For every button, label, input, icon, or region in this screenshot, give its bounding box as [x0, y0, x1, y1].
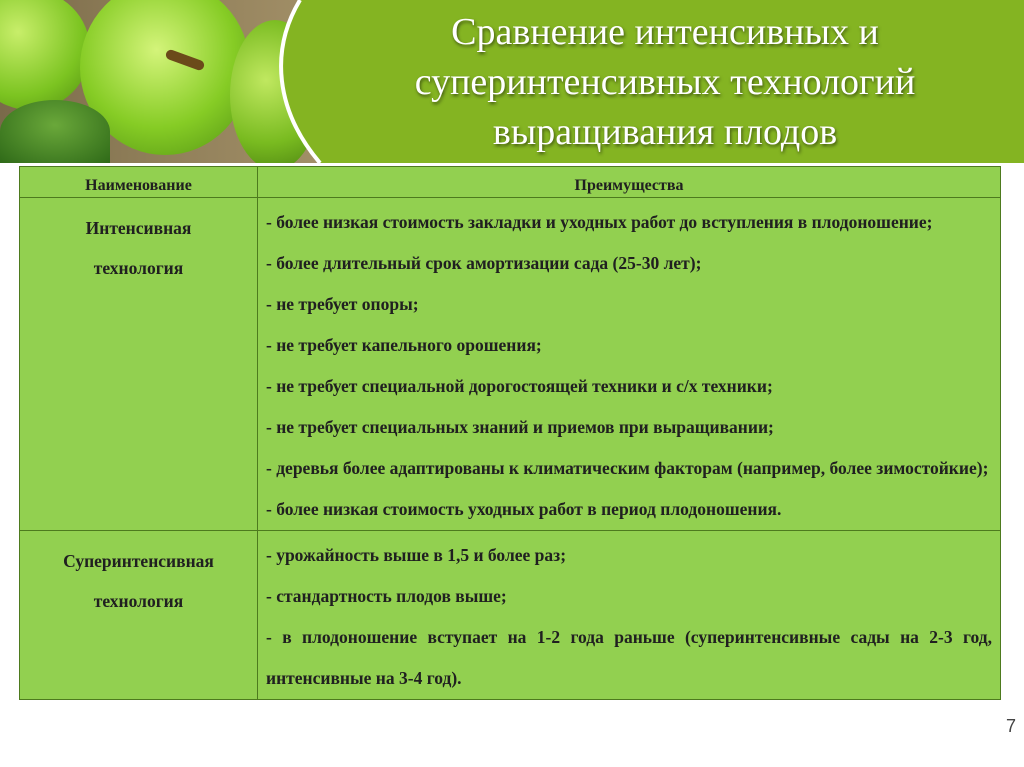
list-item: - не требует специальных знаний и приемов при выращивании;	[266, 417, 774, 437]
list-item: - не требует капельного орошения;	[266, 335, 542, 355]
row-name-superintensive: Суперинтенсивная технология	[20, 531, 258, 700]
list-item: - урожайность выше в 1,5 и более раз;	[266, 545, 567, 565]
slide-title	[330, 0, 1000, 163]
page-number: 7	[1005, 716, 1016, 736]
comparison-table	[19, 166, 1001, 700]
comparison-table-frame	[14, 163, 1010, 767]
table-header-row	[20, 167, 1001, 198]
list-item: - не требует специальной дорогостоящей техники и с/х техники;	[266, 376, 773, 396]
list-item: - в плодоношение вступает на 1-2 года раньше (суперинтенсивные сады на 2-3 год, интенсивные на 3-4 год).	[266, 627, 992, 688]
list-item: - не требует опоры;	[266, 294, 419, 314]
list-item: - деревья более адаптированы к климатическим факторам (например, более зимостойкие);	[266, 458, 989, 478]
slide-title-text: Сравнение интенсивных и суперинтенсивных технологий выращивания плодов	[414, 10, 916, 153]
list-item: - более низкая стоимость закладки и уходных работ до вступления в плодоношение;	[266, 212, 933, 232]
row-advantages-intensive	[258, 198, 1001, 531]
list-item: - стандартность плодов выше;	[266, 586, 507, 606]
header-banner	[0, 0, 1024, 163]
table-row	[20, 198, 1001, 531]
list-item: - более длительный срок амортизации сада (25-30 лет);	[266, 253, 702, 273]
header-advantages: Преимущества	[258, 167, 1001, 198]
row-name-intensive: Интенсивная технология	[20, 198, 258, 531]
row-advantages-superintensive	[258, 531, 1001, 700]
table-row	[20, 531, 1001, 700]
header-name: Наименование	[20, 167, 258, 198]
list-item: - более низкая стоимость уходных работ в период плодоношения.	[266, 499, 782, 519]
